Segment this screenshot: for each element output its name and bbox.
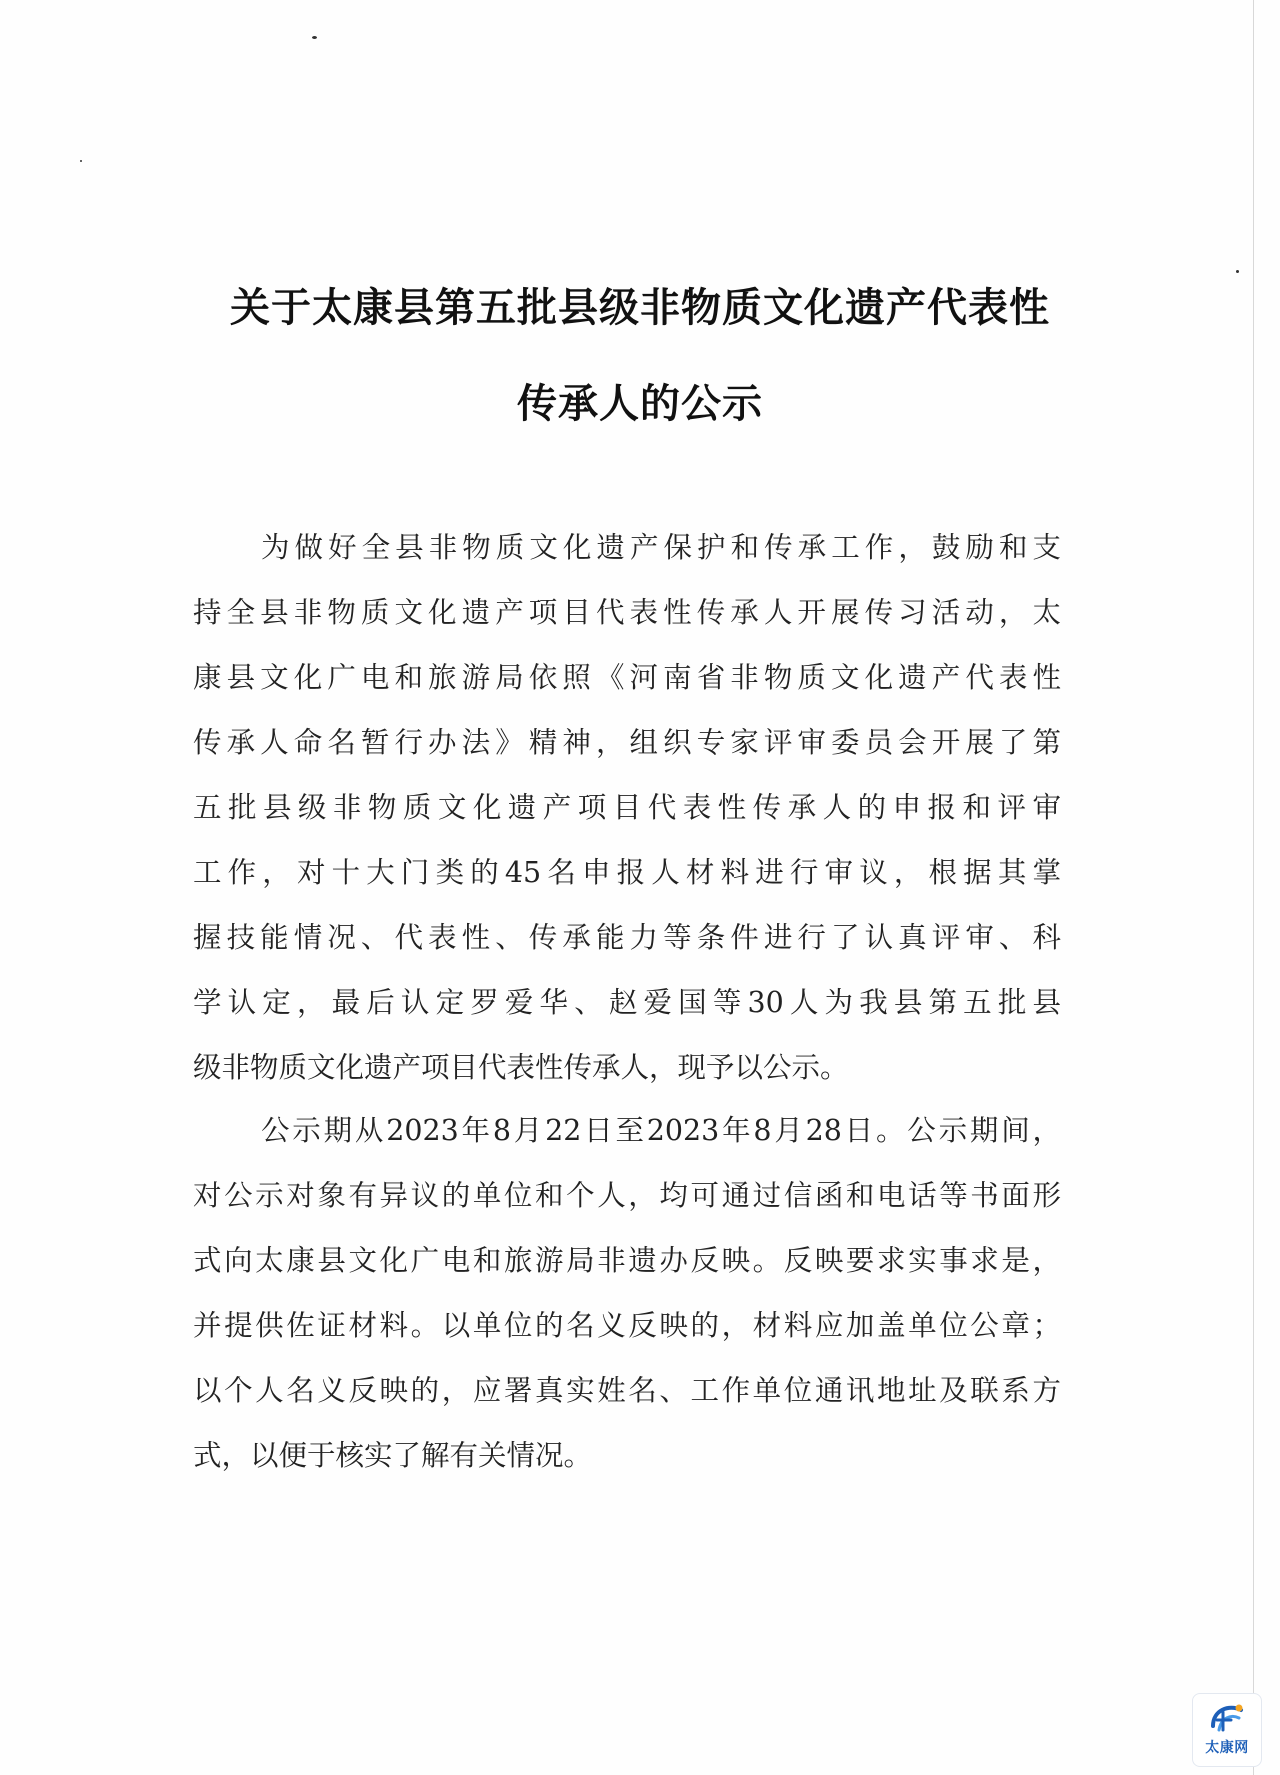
paragraph-line: 五批县级非物质文化遗产项目代表性传承人的申报和评审 bbox=[193, 791, 1061, 824]
scan-speck bbox=[312, 36, 317, 39]
paragraph-line: 公示期从2023年8月22日至2023年8月28日。公示期间， bbox=[261, 1114, 1061, 1147]
taikang-watermark-logo[interactable] bbox=[1192, 1693, 1262, 1767]
scan-speck bbox=[1236, 270, 1239, 273]
paragraph-line: 式，以便于核实了解有关情况。 bbox=[193, 1439, 593, 1472]
paragraph-line: 工作，对十大门类的45名申报人材料进行审议，根据其掌 bbox=[193, 856, 1061, 889]
paragraph-line: 式向太康县文化广电和旅游局非遗办反映。反映要求实事求是， bbox=[193, 1244, 1061, 1277]
paragraph-line: 学认定，最后认定罗爱华、赵爱国等30人为我县第五批县 bbox=[193, 986, 1061, 1019]
paragraph-line: 持全县非物质文化遗产项目代表性传承人开展传习活动，太 bbox=[193, 596, 1061, 629]
paragraph-line: 并提供佐证材料。以单位的名义反映的，材料应加盖单位公章； bbox=[193, 1309, 1061, 1342]
paragraph-line: 为做好全县非物质文化遗产保护和传承工作，鼓励和支 bbox=[261, 531, 1061, 564]
document-title-line-1: 关于太康县第五批县级非物质文化遗产代表性 bbox=[230, 284, 1050, 331]
scan-edge-line bbox=[1253, 0, 1254, 1775]
body-paragraph-1 bbox=[193, 515, 1061, 1100]
logo-text: 太康网 bbox=[1205, 1740, 1249, 1756]
paragraph-line: 对公示对象有异议的单位和个人，均可通过信函和电话等书面形 bbox=[193, 1179, 1061, 1212]
paragraph-line: 康县文化广电和旅游局依照《河南省非物质文化遗产代表性 bbox=[193, 661, 1061, 694]
paragraph-line: 传承人命名暂行办法》精神，组织专家评审委员会开展了第 bbox=[193, 726, 1061, 759]
document-title-line-2: 传承人的公示 bbox=[517, 380, 763, 427]
body-paragraph-2 bbox=[193, 1098, 1061, 1488]
taikang-logo-icon bbox=[1207, 1700, 1247, 1736]
scan-speck bbox=[80, 160, 82, 162]
paragraph-line: 握技能情况、代表性、传承能力等条件进行了认真评审、科 bbox=[193, 921, 1061, 954]
paragraph-line: 级非物质文化遗产项目代表性传承人，现予以公示。 bbox=[193, 1051, 849, 1084]
paragraph-line: 以个人名义反映的，应署真实姓名、工作单位通讯地址及联系方 bbox=[193, 1374, 1061, 1407]
